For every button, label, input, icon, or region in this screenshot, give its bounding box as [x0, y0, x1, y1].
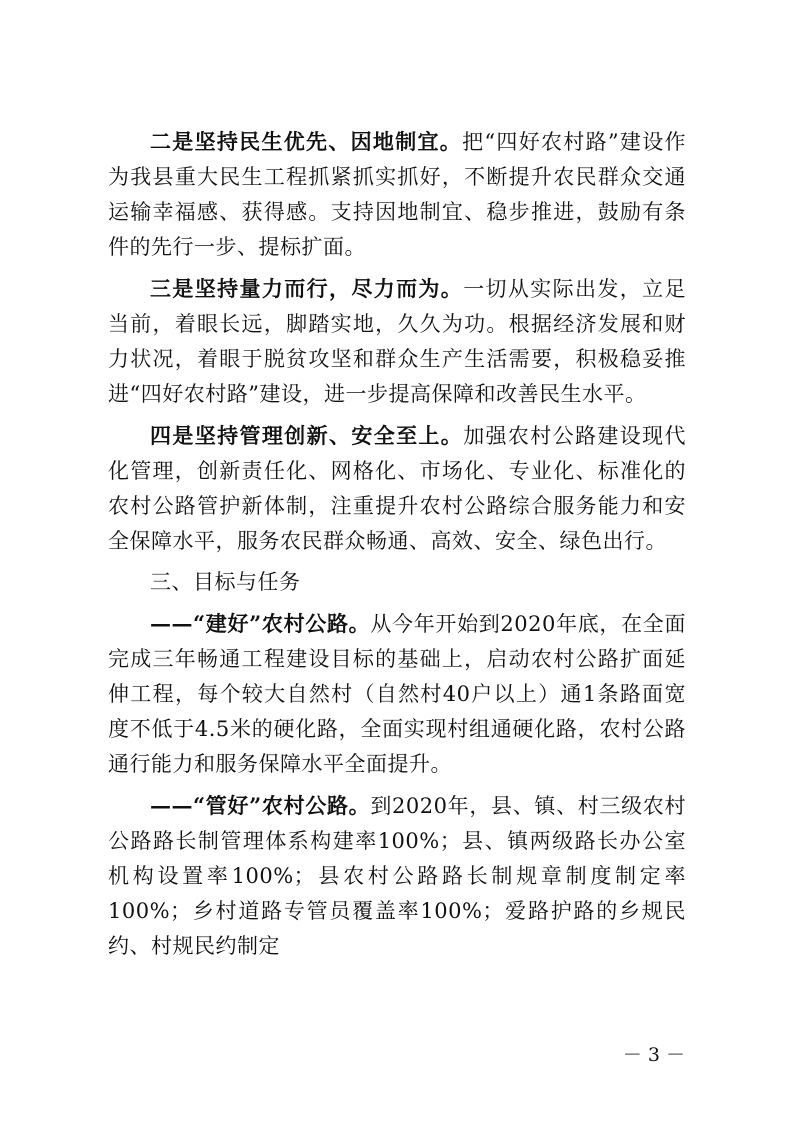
- paragraph-lead: ——“管好”农村公路。: [150, 793, 371, 818]
- paragraph-lead: 四是坚持管理创新、安全至上。: [150, 423, 464, 448]
- task-paragraph-build: [108, 606, 686, 782]
- paragraph-lead: 二是坚持民生优先、因地制宜。: [150, 129, 463, 154]
- page-number: － 3 －: [622, 1044, 685, 1066]
- task-paragraph-manage: [108, 788, 686, 964]
- principle-paragraph-4: [108, 418, 686, 559]
- principle-paragraph-3: [108, 271, 686, 412]
- paragraph-body: 一切从实际出发，立足当前，着眼长远，脚踏实地，久久为功。根据经济发展和财力状况，着眼于脱贫攻坚和群众生产生活需要，积极稳妥推进“四好农村路”建设，进一步提高保障和改善民生水平。: [108, 277, 687, 406]
- section-heading: 三、目标与任务: [150, 570, 301, 594]
- paragraph-body: 加强农村公路建设现代化管理，创新责任化、网格化、市场化、专业化、标准化的农村公路管护新体制，注重提升农村公路综合服务能力和安全保障水平，服务农民群众畅通、高效、安全、绿色出行。: [108, 424, 687, 553]
- principle-paragraph-2: [108, 124, 686, 265]
- paragraph-body: 到2020年，县、镇、村三级农村公路路长制管理体系构建率100%；县、镇两级路长办公室机构设置率100%；县农村公路路长制规章制度制定率100%；乡村道路专管员覆盖率100%；爱路护路的乡规民约、村规民约制定: [108, 794, 686, 958]
- paragraph-body: 把“四好农村路”建设作为我县重大民生工程抓紧抓实抓好，不断提升农民群众交通运输幸福感、获得感。支持因地制宜、稳步推进，鼓励有条件的先行一步、提标扩面。: [108, 130, 686, 259]
- paragraph-lead: 三是坚持量力而行，尽力而为。: [150, 276, 464, 301]
- document-body: [108, 124, 686, 970]
- paragraph-body: 从今年开始到2020年底，在全面完成三年畅通工程建设目标的基础上，启动农村公路扩面延伸工程，每个较大自然村（自然村40户以上）通1条路面宽度不低于4.5米的硬化路，全面实现村组通硬化路，农村公路通行能力和服务保障水平全面提升。: [108, 612, 686, 776]
- paragraph-lead: ——“建好”农村公路。: [150, 611, 371, 636]
